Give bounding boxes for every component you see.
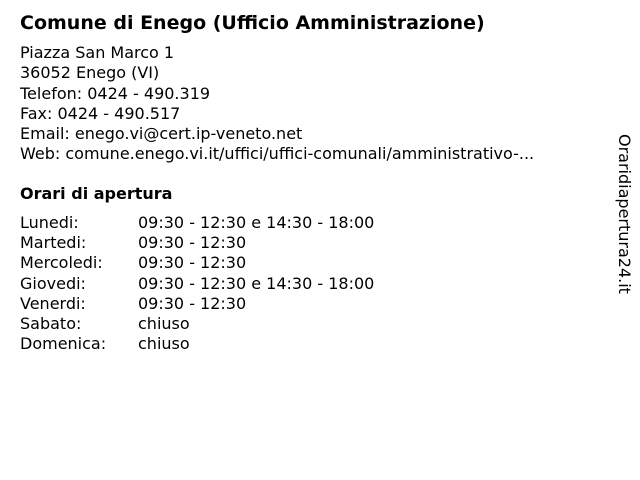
street-address: Piazza San Marco 1 xyxy=(20,43,175,62)
office-title: Comune di Enego (Ufficio Amministrazione) xyxy=(20,12,485,34)
day-label: Venerdi: xyxy=(20,293,86,313)
time-value: 09:30 - 12:30 e 14:30 - 18:00 xyxy=(138,273,375,293)
time-value: 09:30 - 12:30 xyxy=(138,233,247,253)
day-label: Giovedi: xyxy=(20,273,86,293)
day-label: Sabato: xyxy=(20,314,82,334)
day-label: Martedi: xyxy=(20,233,87,253)
hours-row-sunday xyxy=(20,334,374,354)
day-label: Mercoledi: xyxy=(20,253,103,273)
website-url: Web: comune.enego.vi.it/uffici/uffici-comunali/amministrativo-... xyxy=(20,144,535,164)
hours-row-tuesday xyxy=(20,233,374,253)
phone-number: Telefon: 0424 - 490.319 xyxy=(20,83,211,103)
time-value: 09:30 - 12:30 xyxy=(138,293,247,313)
hours-row-saturday xyxy=(20,314,374,334)
time-value: chiuso xyxy=(138,334,190,354)
opening-hours-table xyxy=(20,213,374,354)
fax-number: Fax: 0424 - 490.517 xyxy=(20,103,181,123)
hours-row-thursday xyxy=(20,274,374,294)
day-label: Lunedi: xyxy=(20,213,79,232)
time-value: 09:30 - 12:30 e 14:30 - 18:00 xyxy=(138,213,375,232)
hours-row-friday xyxy=(20,294,374,314)
address-block xyxy=(20,43,534,165)
day-label: Domenica: xyxy=(20,334,107,354)
opening-hours-heading: Orari di apertura xyxy=(20,184,173,203)
hours-row-monday xyxy=(20,213,374,233)
time-value: chiuso xyxy=(138,314,190,334)
site-brand-watermark: Oraridiapertura24.it xyxy=(615,134,634,294)
hours-row-wednesday xyxy=(20,253,374,273)
time-value: 09:30 - 12:30 xyxy=(138,253,247,273)
postal-city: 36052 Enego (VI) xyxy=(20,63,160,83)
email-address: Email: enego.vi@cert.ip-veneto.net xyxy=(20,124,303,144)
